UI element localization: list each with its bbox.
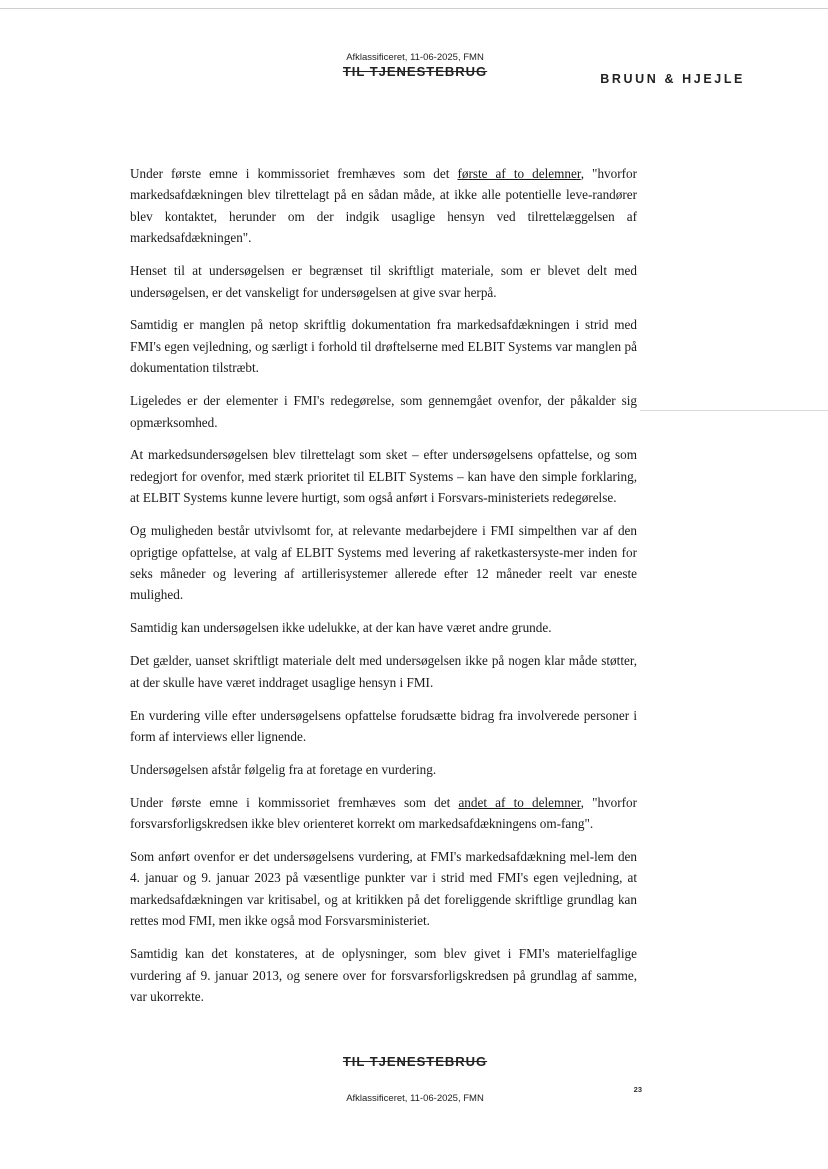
paragraph: [130, 792, 637, 835]
underlined-reference: andet af to delemner: [458, 794, 581, 810]
underlined-reference: første af to delemner: [457, 166, 581, 181]
footer-declassification-stamp: Afklassificeret, 11-06-2025, FMN: [346, 1093, 484, 1104]
paragraph: At markedsundersøgelsen blev tilrettelagt som sket – efter undersøgelsens opfattelse, og som redegjort for ovenfor, med stærk prioritet til ELBIT Systems – kan have den simple forklaring, at ELBIT Systems kunne levere hurtigt, som også anført i Forsvars-ministeriets redegørelse.: [130, 447, 637, 506]
paragraph: En vurdering ville efter undersøgelsens opfattelse forudsætte bidrag fra involverede personer i form af interviews eller lignende.: [130, 707, 637, 744]
paragraph: [130, 163, 637, 249]
firm-logo-text: BRUUN & HJEJLE: [600, 72, 745, 86]
paragraph-text: Under første emne i kommissoriet fremhæves som det: [130, 166, 458, 181]
page-number: 23: [633, 1085, 642, 1094]
paragraph: Samtidig kan det konstateres, at de oplysninger, som blev givet i FMI's materielfaglige vurdering af 9. januar 2013, og senere over for forsvarsforligskredsen på grundlag af samme, var ukorrekte.: [130, 946, 637, 1004]
paragraph: Samtidig er manglen på netop skriftlig dokumentation fra markedsafdækningen i strid med FMI's egen vejledning, og særligt i forhold til drøftelserne med ELBIT Systems var manglen på dokumentation tilstræbt.: [130, 317, 637, 376]
paragraph: Og muligheden består utvivlsomt for, at relevante medarbejdere i FMI simpelthen var af den oprigtige opfattelse, at valg af ELBIT Systems med levering af raketkastersyste-mer inden for seks måneder og levering af artillerisystemer allerede efter 12 måneder reelt var eneste mulighed.: [130, 523, 637, 603]
paragraph-text: , "hvorfor forsvarsforligskredsen ikke blev orienteret korrekt om markedsafdækningens om-fang".: [130, 794, 638, 832]
paragraph: Henset til at undersøgelsen er begrænset til skriftligt materiale, som er blevet delt med undersøgelsen, er det vanskeligt for undersøgelsen at give svar herpå.: [130, 263, 637, 300]
paragraph: Samtidig kan undersøgelsen ikke udelukke, at der kan have været andre grunde.: [130, 620, 552, 636]
scan-edge-line: [0, 8, 828, 9]
paragraph-text: Under første emne i kommissoriet fremhæves som det: [130, 794, 459, 810]
body-text: [130, 163, 637, 1019]
scan-artifact-line: [640, 410, 828, 411]
paragraph: Undersøgelsen afstår følgelig fra at foretage en vurdering.: [130, 761, 437, 777]
paragraph: Ligeledes er der elementer i FMI's redegørelse, som gennemgået ovenfor, der påkalder sig opmærksomhed.: [130, 393, 637, 430]
paragraph-text: , "hvorfor markedsafdækningen blev tilrettelagt på en sådan måde, at ikke alle potentielle leve-randører blev kontaktet, herunder om der indgik usaglige hensyn ved tilrettelæggelsen af markedsafdækningen".: [130, 166, 637, 246]
header-declassification-stamp: Afklassificeret, 11-06-2025, FMN: [346, 52, 484, 63]
paragraph: Som anført ovenfor er det undersøgelsens vurdering, at FMI's markedsafdækning mel-lem den 4. januar og 9. januar 2023 på væsentlige punkter var i strid med FMI's egen vejledning, at markedsafdækningen var kritisabel, og at kritikken på det foreliggende skriftlige grundlag kan rettes mod FMI, men ikke også mod Forsvarsministeriet.: [130, 849, 637, 929]
header-classification-marking: TIL TJENESTEBRUG: [342, 64, 488, 79]
paragraph: Det gælder, uanset skriftligt materiale delt med undersøgelsen ikke på nogen klar måde støtter, at der skulle have været inddraget usaglige hensyn i FMI.: [130, 653, 637, 690]
footer-classification-marking: TIL TJENESTEBRUG: [342, 1054, 488, 1069]
